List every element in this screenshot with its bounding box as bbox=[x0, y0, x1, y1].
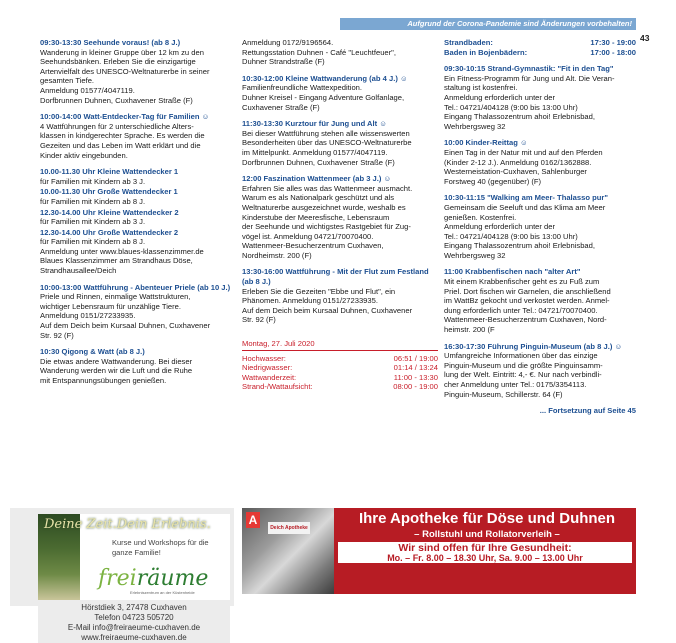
event-line: Wehrbergsweg 32 bbox=[444, 121, 506, 131]
event-line: Anmeldung unter www.blaues-klassenzimmer.de bbox=[40, 246, 204, 256]
tide-row bbox=[242, 354, 438, 364]
event-body bbox=[444, 277, 636, 335]
ad-hours: Mo. – Fr. 8.00 – 18.30 Uhr, Sa. 9.00 – 13.00 Uhr bbox=[387, 553, 583, 563]
event-line: Pinguin-Museum, Schillerstr. 64 (F) bbox=[444, 389, 563, 399]
event-item bbox=[40, 228, 236, 276]
hours-row-value: 17:30 - 19:00 bbox=[590, 38, 636, 47]
event-body bbox=[444, 74, 636, 132]
event-line: für Familien mit Kindern ab 8 J. bbox=[40, 196, 146, 206]
event-line: Westerneistation-Cuxhaven, Sahlenburger bbox=[444, 167, 587, 177]
event-line: Familienfreundliche Wattexpedition. bbox=[242, 83, 363, 93]
event-item bbox=[40, 38, 236, 105]
event-heading: 12:00 Faszination Wattenmeer (ab 3 J.) ☺ bbox=[242, 174, 392, 184]
event-item bbox=[40, 283, 236, 341]
event-item bbox=[242, 119, 438, 167]
freiraeume-logo: freiräume bbox=[98, 566, 209, 591]
event-item bbox=[40, 347, 236, 385]
event-item bbox=[444, 193, 636, 260]
event-heading: 10:00-14:00 Watt-Entdecker-Tag für Familien ☺ bbox=[40, 112, 210, 122]
event-body bbox=[40, 292, 236, 340]
event-line: dung erforderlich unter Tel.: 04721/70070400. bbox=[444, 305, 598, 315]
event-line: Bei dieser Wattführung stehen alle wissenswerten bbox=[242, 128, 410, 138]
event-line: Besonderheiten über das UNESCO-Weltnaturerbe bbox=[242, 138, 412, 148]
event-line: Str. 92 (F) bbox=[242, 315, 276, 325]
event-line: Blaues Klassenzimmer am Strandhaus Döse, bbox=[40, 256, 193, 266]
event-item bbox=[444, 138, 636, 186]
event-item bbox=[40, 187, 236, 206]
event-line: cher Anmeldung unter Tel.: 0175/3354113. bbox=[444, 380, 587, 389]
event-body bbox=[40, 197, 236, 207]
pharmacy-photo bbox=[242, 508, 334, 594]
tide-table bbox=[242, 354, 438, 392]
event-item bbox=[242, 74, 438, 112]
tide-row-label: Niedrigwasser: bbox=[242, 363, 293, 373]
event-heading: 12.30-14.00 Uhr Große Wattendecker 2 bbox=[40, 227, 179, 237]
column-3 bbox=[444, 38, 636, 416]
event-heading: 11:30-13:30 Kurztour für Jung und Alt ☺ bbox=[242, 119, 388, 129]
tide-row-value: 08:00 - 19:00 bbox=[393, 382, 438, 392]
hours-row-label: Strandbaden: bbox=[444, 38, 493, 47]
tide-row-value: 01:14 / 13:24 bbox=[393, 363, 438, 373]
event-body bbox=[40, 177, 236, 187]
event-body bbox=[242, 287, 438, 325]
event-line: Seehundsbänken. Erleben Sie die einzigartige bbox=[40, 57, 196, 67]
event-item bbox=[242, 38, 438, 67]
tide-row-label: Wattwanderzeit: bbox=[242, 372, 297, 382]
event-line: im Mittelpunkt. Anmeldung 01577/4047119. bbox=[242, 147, 388, 157]
ad-title: Ihre Apotheke für Döse und Duhnen bbox=[358, 510, 616, 527]
event-line: Erfahren Sie alles was das Wattenmeer ausmacht. bbox=[242, 183, 413, 193]
event-line: Kinderstube der Meeresfische, Lebensraum bbox=[242, 212, 390, 222]
event-item bbox=[40, 112, 236, 160]
event-line: Ein Fitness-Programm für Jung und Alt. Die Veran- bbox=[444, 73, 615, 83]
event-heading: 10.00-11.30 Uhr Kleine Wattendecker 1 bbox=[40, 167, 179, 177]
event-item bbox=[444, 267, 636, 334]
event-line: der Seehunde und wichtigstes Rastgebiet für Zug- bbox=[242, 222, 411, 232]
event-heading: 11:00 Krabbenfischen nach "alter Art" bbox=[444, 267, 581, 277]
event-line: für Familien mit Kindern ab 3 J. bbox=[40, 217, 146, 227]
freiraeume-ad-card bbox=[38, 514, 230, 600]
event-line: Str. 92 (F) bbox=[40, 330, 74, 340]
ad-contact bbox=[38, 600, 230, 643]
event-line: vögel ist. Anmeldung 04721/70070400. bbox=[242, 231, 374, 241]
apotheke-ad[interactable] bbox=[242, 508, 636, 594]
event-body bbox=[444, 203, 636, 261]
ad-tagline: Deine Zeit.Dein Erlebnis. bbox=[44, 517, 211, 532]
tide-row bbox=[242, 382, 438, 392]
event-line: für Familien mit Kindern ab 8 J. bbox=[40, 237, 146, 247]
event-line: klassen in kindgerechter Sprache. Es werden die bbox=[40, 131, 205, 141]
event-body bbox=[242, 83, 438, 112]
tide-row bbox=[242, 373, 438, 383]
event-line: heimstr. 200 (F bbox=[444, 325, 495, 335]
event-body bbox=[40, 48, 236, 106]
tide-row-label: Hochwasser: bbox=[242, 353, 286, 363]
event-body bbox=[242, 184, 438, 261]
event-line: Weltnaturerbe ausgezeichnet wurde, weshalb es bbox=[242, 202, 406, 212]
ad-courses: Kurse und Workshops für die ganze Familie! bbox=[112, 538, 209, 557]
event-line: im WattBz gekocht und verkostet werden. Anmel- bbox=[444, 296, 610, 306]
event-heading: 16:30-17:30 Führung Pinguin-Museum (ab 8 J.) ☺ bbox=[444, 341, 623, 351]
event-line: Cuxhavener Straße (F) bbox=[242, 102, 320, 112]
event-heading: 10:30-11:15 "Walking am Meer- Thalasso pur" bbox=[444, 193, 608, 203]
event-line: Eingang Thalassozentrum ahoi! Erlebnisbad, bbox=[444, 112, 595, 122]
event-line: Artenvielfalt des UNESCO-Weltnaturerbe in seiner bbox=[40, 66, 210, 76]
event-body bbox=[40, 122, 236, 160]
ad-rental: – Rollstuhl und Rollatorverleih – bbox=[414, 529, 560, 540]
event-heading: 10:30 Qigong & Watt (ab 8 J.) bbox=[40, 347, 145, 357]
event-line: Auf dem Deich beim Kursaal Duhnen, Cuxhavener bbox=[242, 305, 413, 315]
tide-date: Montag, 27. Juli 2020 bbox=[242, 339, 438, 351]
event-line: Forstweg 40 (gegenüber) (F) bbox=[444, 176, 542, 186]
event-line: Tel.: 04721/404128 (9:00 bis 13:00 Uhr) bbox=[444, 102, 578, 112]
event-line: Die etwas andere Wattwanderung. Bei dieser bbox=[40, 356, 193, 366]
hours-row bbox=[444, 48, 636, 58]
ad-open-for: Wir sind offen für Ihre Gesundheit: bbox=[398, 542, 572, 554]
ad-web[interactable]: www.freiraeume-cuxhaven.de bbox=[81, 633, 187, 642]
event-line: Umfangreiche Informationen über das einzige bbox=[444, 351, 598, 361]
event-line: Kinder aktiv eingebunden. bbox=[40, 150, 128, 160]
tide-row-label: Strand-/Wattaufsicht: bbox=[242, 382, 313, 392]
event-line: Nordheimstr. 200 (F) bbox=[242, 250, 312, 260]
storefront-sign: Deich Apotheke bbox=[268, 522, 310, 534]
event-line: Wattenmeer-Besucherzentrum Cuxhaven, bbox=[242, 241, 384, 251]
event-line: Anmeldung erforderlich unter der bbox=[444, 92, 556, 102]
event-line: Einen Tag in der Natur mit und auf den Pferden bbox=[444, 147, 603, 157]
event-line: Auf dem Deich beim Kursaal Duhnen, Cuxhavener bbox=[40, 321, 211, 331]
event-body bbox=[242, 129, 438, 167]
event-line: Strandhausallee/Deich bbox=[40, 266, 117, 276]
freiraeume-ad[interactable] bbox=[10, 508, 234, 642]
event-body bbox=[40, 237, 236, 275]
event-heading: 10:00-13:00 Wattführung - Abenteuer Priele (ab 10 J.) bbox=[40, 282, 231, 292]
event-line: Wanderung werden wir die Luft und die Ruhe bbox=[40, 366, 193, 376]
logo-subtitle: Erlebniszentrum an der Küstenheide bbox=[130, 590, 195, 595]
event-line: Mit einem Krabbenfischer geht es zu Fuß zum bbox=[444, 277, 600, 287]
event-line: Phänomen. Anmeldung 0151/27233935. bbox=[242, 296, 378, 306]
event-body bbox=[444, 148, 636, 186]
event-line: Anmeldung 0172/9196564. bbox=[242, 38, 334, 47]
event-line: Priel. Dort fischen wir Garnelen, die anschließend bbox=[444, 286, 611, 296]
event-item bbox=[242, 174, 438, 260]
event-line: Tel.: 04721/404128 (9:00 bis 13:00 Uhr) bbox=[444, 231, 578, 241]
event-line: Priele und Rinnen, einmalige Wattstrukturen, bbox=[40, 292, 191, 302]
event-heading: 10:30-12:00 Kleine Wattwanderung (ab 4 J.) ☺ bbox=[242, 73, 408, 83]
corona-banner: Aufgrund der Corona-Pandemie sind Änderungen vorbehalten! bbox=[340, 18, 636, 30]
event-line: Dorfbrunnen Duhnen, Cuxhavener Straße (F) bbox=[40, 95, 193, 105]
event-heading: 12.30-14.00 Uhr Kleine Wattendecker 2 bbox=[40, 207, 179, 217]
event-line: Duhner Kreisel - Eingang Adventure Golfanlage, bbox=[242, 92, 405, 102]
tide-row-value: 06:51 / 19:00 bbox=[393, 353, 438, 363]
event-line: Anmeldung erforderlich unter der bbox=[444, 222, 556, 232]
event-heading: 09:30-10:15 Strand-Gymnastik: "Fit in den Tag" bbox=[444, 64, 614, 74]
event-line: Wehrbergsweg 32 bbox=[444, 250, 506, 260]
event-line: Dorfbrunnen Duhnen, Cuxhavener Straße (F) bbox=[242, 157, 395, 167]
hours-row-value: 17:00 - 18:00 bbox=[590, 47, 636, 57]
event-body bbox=[444, 351, 636, 399]
bathing-hours bbox=[444, 38, 636, 57]
continued-link[interactable]: ... Fortsetzung auf Seite 45 bbox=[539, 406, 636, 416]
hours-row-label: Baden in Bojenbädern: bbox=[444, 47, 528, 57]
event-line: Wanderung in kleiner Gruppe über 12 km zu den bbox=[40, 47, 204, 57]
event-heading: 10:00 Kinder-Reittag ☺ bbox=[444, 138, 528, 148]
event-line: Gemeinsam die Seeluft und das Klima am Meer bbox=[444, 202, 606, 212]
ad-email[interactable]: E-Mail info@freiraeume-cuxhaven.de bbox=[67, 623, 201, 632]
tide-row-value: 11:00 - 13:30 bbox=[393, 372, 438, 382]
event-body bbox=[40, 357, 236, 386]
ad-phone: Telefon 04723 505720 bbox=[94, 613, 174, 622]
event-line: Warum es als Nationalpark geschützt und als bbox=[242, 193, 395, 203]
event-line: Pinguin-Museum und die größte Pinguinsamm- bbox=[444, 360, 603, 370]
event-item bbox=[40, 208, 236, 227]
event-line: gesamten Tiefe. bbox=[40, 76, 95, 86]
event-line: genießen. Kostenfrei. bbox=[444, 212, 517, 222]
event-heading: 10.00-11.30 Uhr Große Wattendecker 1 bbox=[40, 187, 178, 197]
event-line: 4 Wattführungen für 2 unterschiedliche Alters- bbox=[40, 121, 194, 131]
column-1 bbox=[40, 38, 236, 393]
event-line: staltung ist kostenfrei. bbox=[444, 83, 518, 93]
event-line: Anmeldung 0151/27233935. bbox=[40, 311, 136, 321]
event-line: Duhner Strandstraße (F) bbox=[242, 57, 325, 67]
event-line: Gezeiten und das Leben im Watt erklärt und die bbox=[40, 140, 201, 150]
event-body bbox=[242, 38, 438, 67]
ad-address: Hörstdiek 3, 27478 Cuxhaven bbox=[81, 603, 187, 612]
hours-row bbox=[444, 38, 636, 48]
tide-row bbox=[242, 363, 438, 373]
event-line: Erleben Sie die Gezeiten "Ebbe und Flut", ein bbox=[242, 286, 396, 296]
event-item bbox=[444, 342, 636, 400]
event-item bbox=[444, 64, 636, 131]
event-line: für Familien mit Kindern ab 3 J. bbox=[40, 176, 146, 186]
event-item bbox=[242, 267, 438, 325]
event-body bbox=[40, 217, 236, 227]
event-line: Anmeldung 01577/4047119. bbox=[40, 85, 135, 95]
event-item bbox=[40, 167, 236, 186]
event-line: Rettungsstation Duhnen - Café "Leuchtfeuer", bbox=[242, 47, 396, 57]
event-heading: 09:30-13:30 Seehunde voraus! (ab 8 J.) bbox=[40, 38, 181, 47]
event-heading: 13:30-16:00 Wattführung - Mit der Flut zum Festland (ab 8 J.) bbox=[242, 267, 429, 287]
event-line: wichtiger Lebensraum für unzählige Tiere. bbox=[40, 301, 181, 311]
column-2 bbox=[242, 38, 438, 392]
apotheke-a-icon: A bbox=[246, 512, 260, 528]
event-line: (Kinder 2-12 J.). Anmeldung 0162/1362888. bbox=[444, 157, 592, 167]
event-line: lung der Welt. Eintritt: 4,- €. Nur nach verbindli- bbox=[444, 370, 602, 380]
event-line: mit Entspannungsübungen genießen. bbox=[40, 376, 167, 385]
event-line: Wattenmeer-Besucherzentrum Cuxhaven, Nord- bbox=[444, 315, 607, 325]
page-number: 43 bbox=[640, 33, 650, 43]
event-line: Eingang Thalassozentrum ahoi! Erlebnisbad, bbox=[444, 241, 595, 251]
